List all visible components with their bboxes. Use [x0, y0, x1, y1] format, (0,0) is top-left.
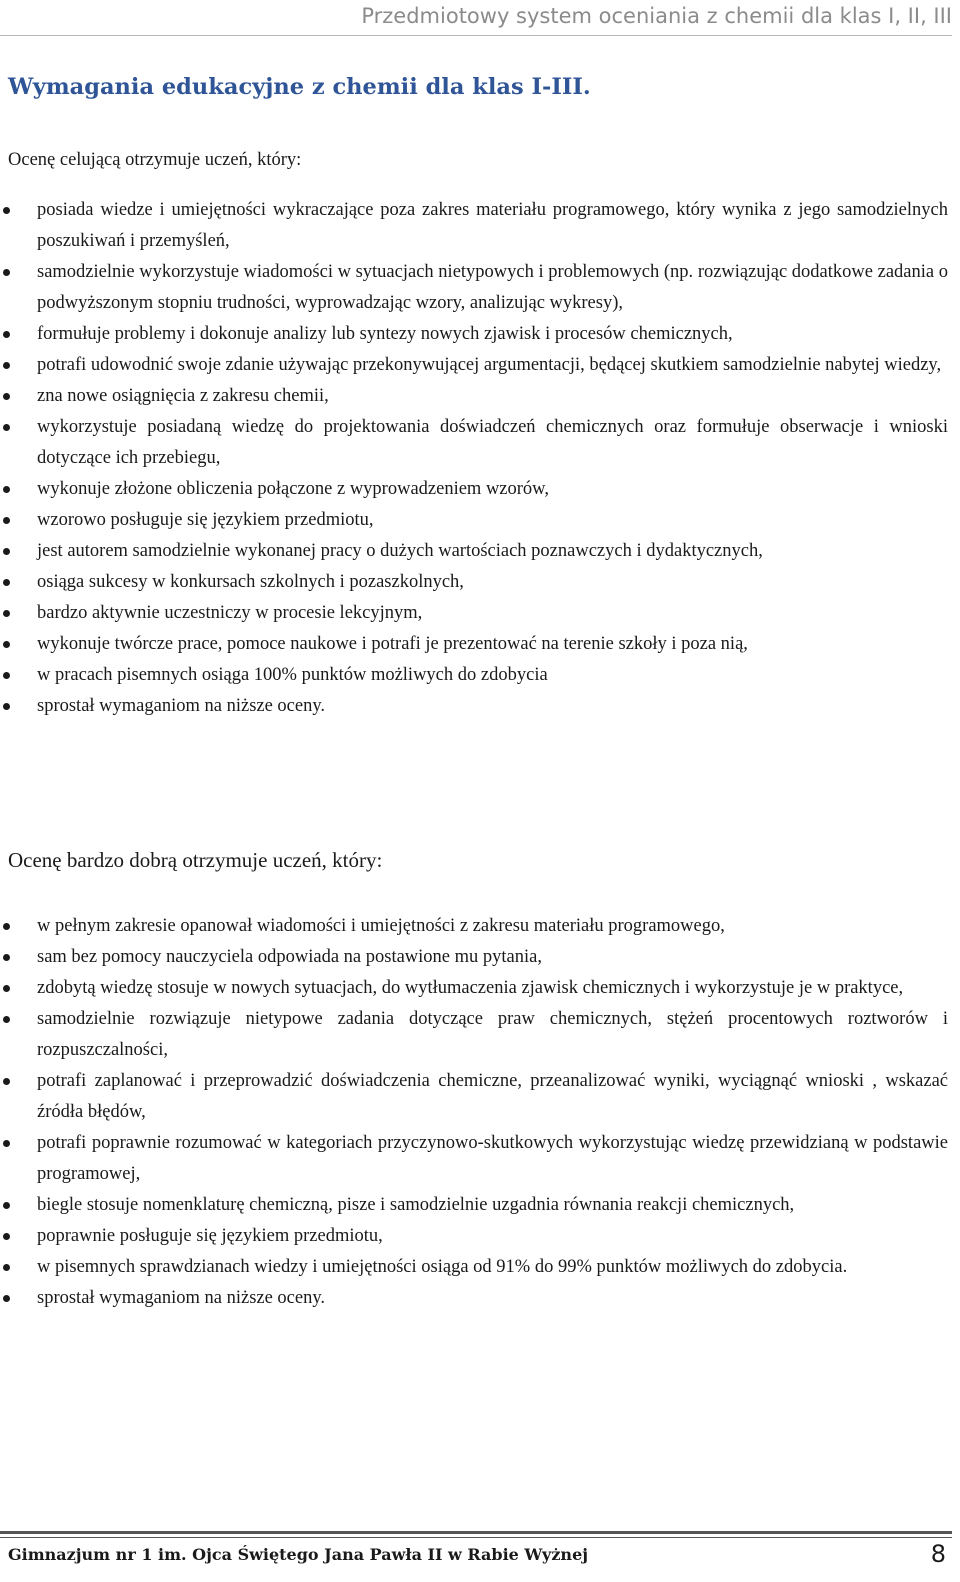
footer-divider: [0, 1531, 952, 1534]
footer-school-name: Gimnazjum nr 1 im. Ojca Świętego Jana Pawła II w Rabie Wyżnej: [8, 1545, 589, 1564]
bullet-icon: [3, 517, 10, 524]
page-title: Wymagania edukacyjne z chemii dla klas I-III.: [8, 74, 591, 100]
bullet-icon: [3, 985, 10, 992]
list-item: [0, 536, 948, 567]
list-item-text: w pełnym zakresie opanował wiadomości i umiejętności z zakresu materiału programowego,: [37, 916, 725, 936]
bullet-icon: [3, 269, 10, 276]
bullet-icon: [3, 641, 10, 648]
list-item: [0, 629, 948, 660]
list-item: [0, 1221, 948, 1252]
bullet-icon: [3, 1202, 10, 1209]
page-number: 8: [930, 1540, 946, 1568]
list-item-text: poprawnie posługuje się językiem przedmiotu,: [37, 1226, 383, 1246]
list-item-text: zna nowe osiągnięcia z zakresu chemii,: [37, 386, 329, 406]
list-item-text: sam bez pomocy nauczyciela odpowiada na postawione mu pytania,: [37, 947, 542, 967]
bullet-icon: [3, 207, 10, 214]
bullet-icon: [3, 393, 10, 400]
list-item-text: potrafi poprawnie rozumować w kategoriach przyczynowo-skutkowych wykorzystując wiedzę przewidzianą w podstawie programowej,: [37, 1133, 948, 1184]
list-item-text: wykorzystuje posiadaną wiedzę do projektowania doświadczeń chemicznych oraz formułuje obserwacje i wnioski dotyczące ich przebiegu,: [37, 417, 948, 468]
list-item-text: zdobytą wiedzę stosuje w nowych sytuacjach, do wytłumaczenia zjawisk chemicznych i wykorzystuje je w praktyce,: [37, 978, 904, 998]
list-item: [0, 1066, 948, 1128]
list-item: [0, 1283, 948, 1314]
footer-divider-thin: [0, 1537, 952, 1538]
bullet-icon: [3, 1233, 10, 1240]
list-item: [0, 942, 948, 973]
list-item: [0, 505, 948, 536]
bullet-icon: [3, 486, 10, 493]
requirements-list-celujaca: [0, 195, 948, 722]
list-item: [0, 257, 948, 319]
list-item: [0, 973, 948, 1004]
list-item: [0, 1190, 948, 1221]
bullet-icon: [3, 1295, 10, 1302]
bullet-icon: [3, 579, 10, 586]
bullet-icon: [3, 672, 10, 679]
bullet-icon: [3, 1016, 10, 1023]
list-item: [0, 1252, 948, 1283]
list-item-text: jest autorem samodzielnie wykonanej pracy o dużych wartościach poznawczych i dydaktycznych,: [37, 541, 763, 561]
bullet-icon: [3, 1140, 10, 1147]
list-item-text: sprostał wymaganiom na niższe oceny.: [37, 696, 326, 716]
list-item-text: potrafi zaplanować i przeprowadzić doświadczenia chemiczne, przeanalizować wyniki, wyciągnąć wnioski , wskazać źródła błędów,: [37, 1071, 948, 1122]
list-item-text: samodzielnie wykorzystuje wiadomości w sytuacjach nietypowych i problemowych (np. rozwiązując dodatkowe zadania o podwyższonym stopniu trudności, wyprowadzając wzory, analizując wykresy),: [37, 262, 948, 313]
requirements-list-bardzo-dobra: [0, 911, 948, 1314]
list-item: [0, 474, 948, 505]
header-divider: [0, 35, 952, 36]
list-item-text: w pisemnych sprawdzianach wiedzy i umiejętności osiąga od 91% do 99% punktów możliwych do zdobycia.: [37, 1257, 848, 1277]
list-item: [0, 567, 948, 598]
running-header: Przedmiotowy system oceniania z chemii dla klas I, II, III: [361, 4, 952, 28]
section-heading-celujaca: Ocenę celującą otrzymuje uczeń, który:: [8, 150, 302, 170]
list-item-text: potrafi udowodnić swoje zdanie używając przekonywującej argumentacji, będącej skutkiem samodzielnie nabytej wiedzy,: [37, 355, 942, 375]
list-item: [0, 911, 948, 942]
section-heading-bardzo-dobra: Ocenę bardzo dobrą otrzymuje uczeń, który:: [8, 848, 383, 872]
bullet-icon: [3, 610, 10, 617]
list-item: [0, 1004, 948, 1066]
list-item: [0, 319, 948, 350]
list-item: [0, 350, 948, 381]
bullet-icon: [3, 954, 10, 961]
bullet-icon: [3, 331, 10, 338]
list-item-text: wykonuje twórcze prace, pomoce naukowe i potrafi je prezentować na terenie szkoły i poza nią,: [37, 634, 748, 654]
list-item: [0, 1128, 948, 1190]
list-item-text: sprostał wymaganiom na niższe oceny.: [37, 1288, 326, 1308]
list-item: [0, 598, 948, 629]
list-item-text: wzorowo posługuje się językiem przedmiotu,: [37, 510, 374, 530]
list-item-text: posiada wiedze i umiejętności wykraczające poza zakres materiału programowego, który wynika z jego samodzielnych poszukiwań i przemyśleń,: [37, 200, 948, 251]
list-item: [0, 691, 948, 722]
bullet-icon: [3, 424, 10, 431]
bullet-icon: [3, 1264, 10, 1271]
bullet-icon: [3, 1078, 10, 1085]
bullet-icon: [3, 548, 10, 555]
list-item: [0, 412, 948, 474]
list-item-text: w pracach pisemnych osiąga 100% punktów możliwych do zdobycia: [37, 665, 548, 685]
bullet-icon: [3, 703, 10, 710]
list-item-text: biegle stosuje nomenklaturę chemiczną, pisze i samodzielnie uzgadnia równania reakcji chemicznych,: [37, 1195, 795, 1215]
bullet-icon: [3, 923, 10, 930]
list-item: [0, 381, 948, 412]
list-item-text: bardzo aktywnie uczestniczy w procesie lekcyjnym,: [37, 603, 423, 623]
bullet-icon: [3, 362, 10, 369]
list-item-text: osiąga sukcesy w konkursach szkolnych i pozaszkolnych,: [37, 572, 464, 592]
list-item-text: samodzielnie rozwiązuje nietypowe zadania dotyczące praw chemicznych, stężeń procentowych roztworów i rozpuszczalności,: [37, 1009, 948, 1060]
list-item-text: wykonuje złożone obliczenia połączone z wyprowadzeniem wzorów,: [37, 479, 549, 499]
list-item-text: formułuje problemy i dokonuje analizy lub syntezy nowych zjawisk i procesów chemicznych,: [37, 324, 733, 344]
list-item: [0, 660, 948, 691]
list-item: [0, 195, 948, 257]
